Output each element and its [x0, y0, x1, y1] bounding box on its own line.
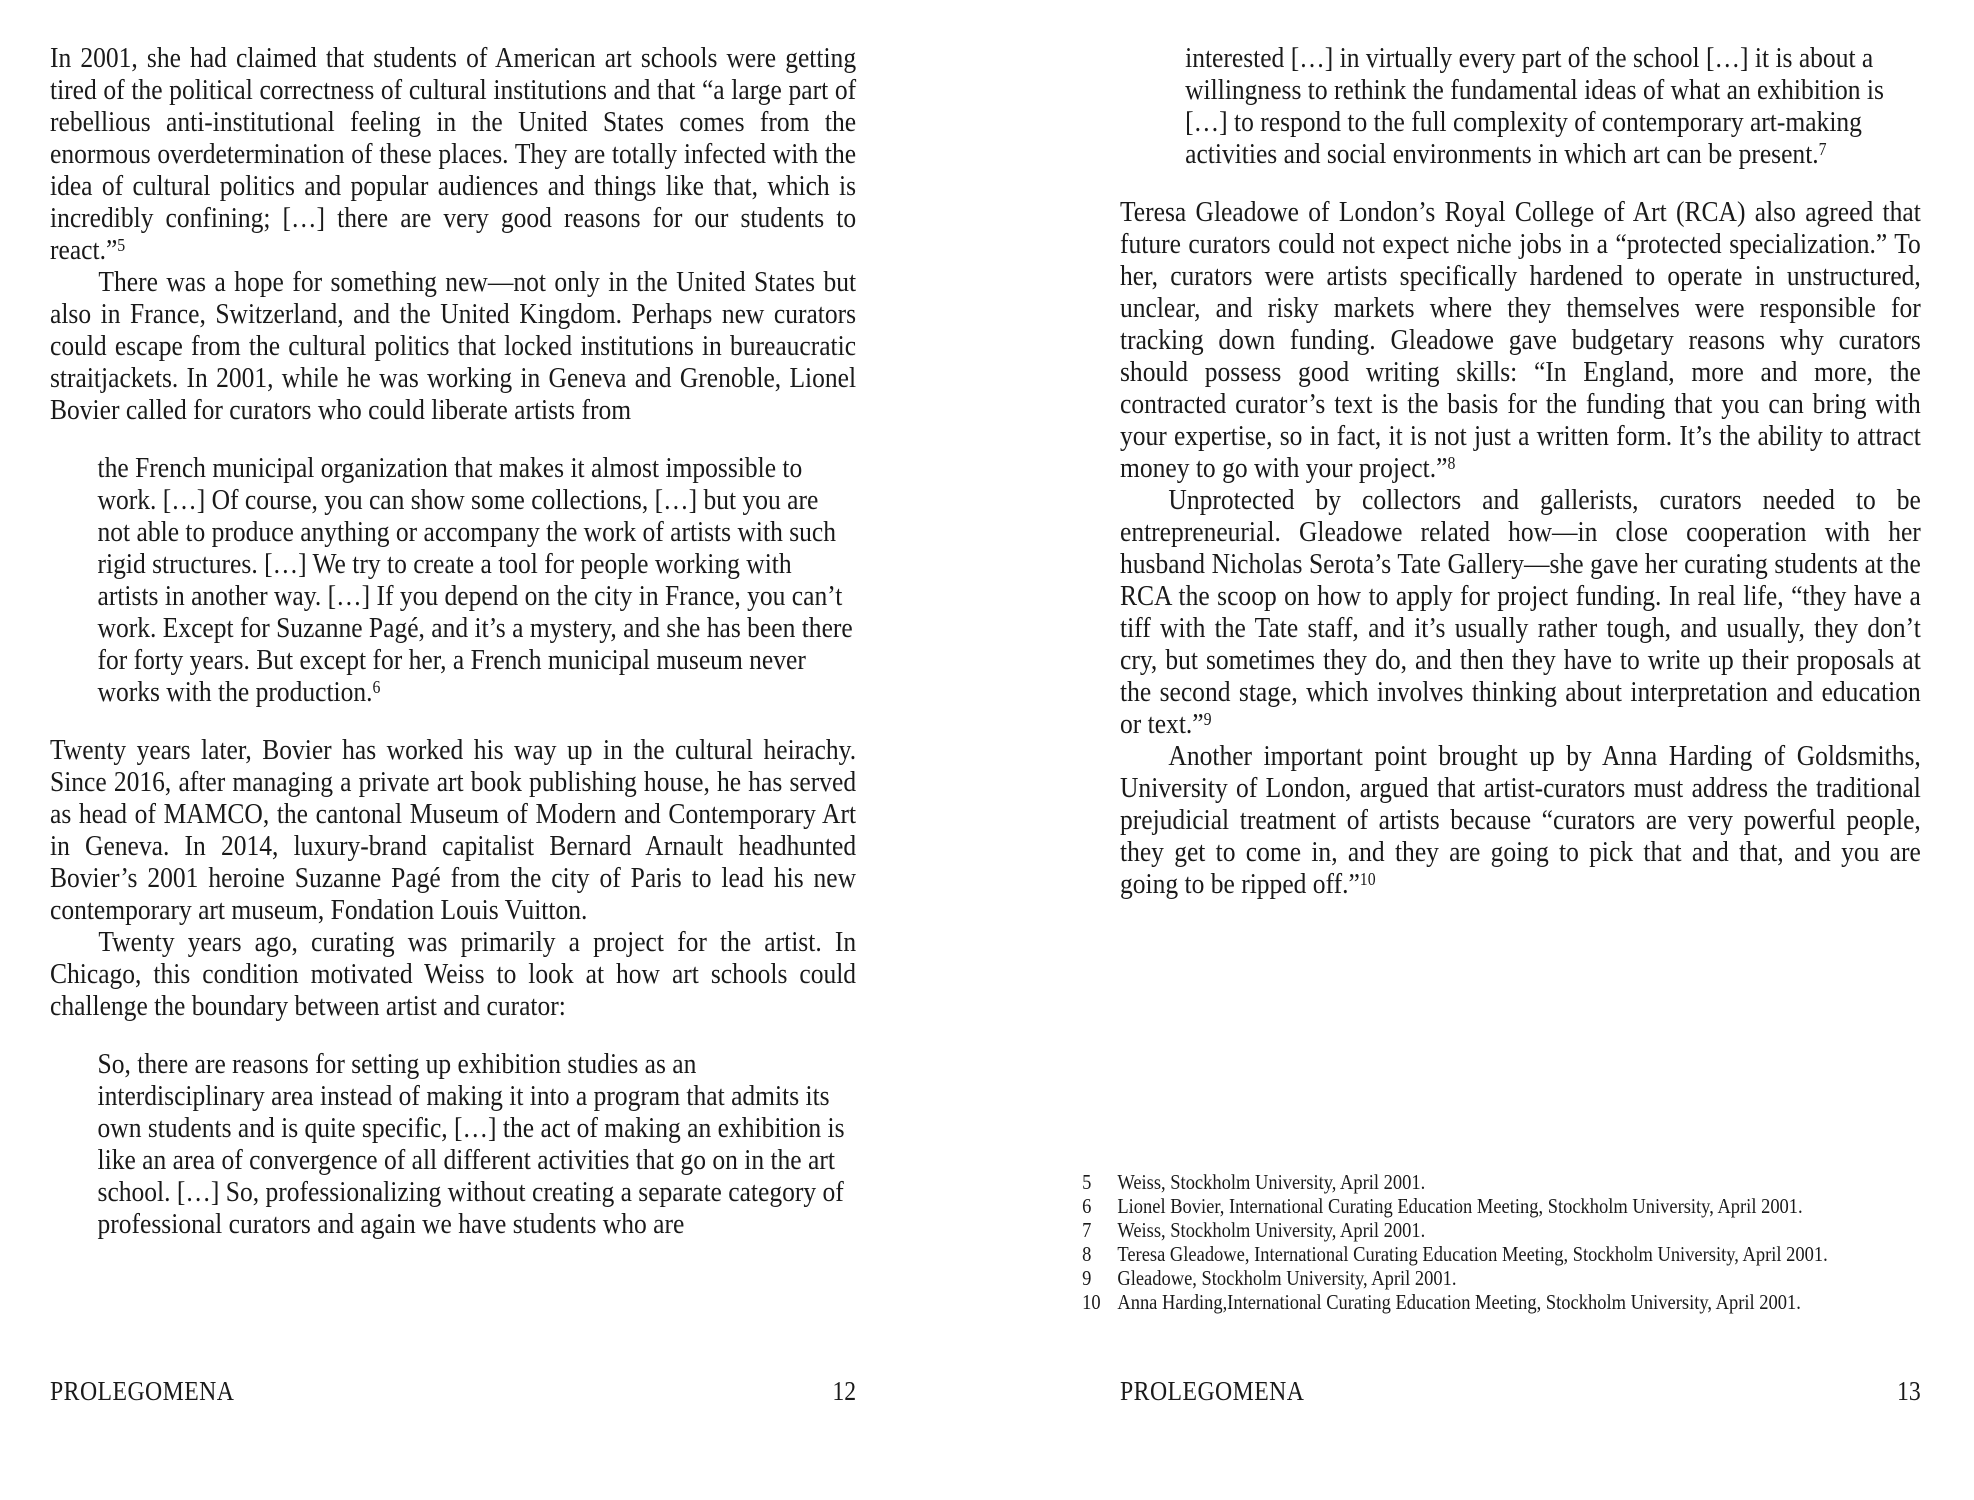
paragraph-teresa-gleadowe	[1120, 196, 1921, 484]
running-title: PROLEGOMENA	[1120, 1376, 1305, 1406]
paragraph-text: Another important point brought up by Anna Harding of Goldsmiths, University of London, argued that artist-curators must address the traditional prejudicial treatment of artists because “curators are very powerful people, they get to come in, and they are going to pick that and that, and you are going to be ripped off.”	[1120, 740, 1921, 900]
page-12-text-block	[50, 42, 856, 1266]
page-13	[1082, 0, 1925, 1500]
paragraph-unprotected-entrepreneurial	[1120, 484, 1921, 740]
paragraph-twenty-years-ago	[50, 926, 856, 1022]
footnote-ref-9: 9	[1203, 708, 1212, 729]
page-12	[50, 0, 860, 1500]
footnote-ref-10: 10	[1359, 868, 1376, 889]
running-title: PROLEGOMENA	[50, 1376, 235, 1406]
footnote-number: 10	[1082, 1290, 1101, 1314]
paragraph-text: In 2001, she had claimed that students of American art schools were getting tired of the political correctness of cultural institutions and that “a large part of rebellious anti-institutional feeling in the United States comes from the enormous overdetermination of these places. They are totally infected with the idea of cultural politics and popular audiences and things like that, which is incredibly confining; […] there are very good reasons for our students to react.”	[50, 42, 857, 266]
blockquote-weiss-exhibition-studies	[98, 1048, 857, 1240]
page-number: 13	[1897, 1376, 1921, 1406]
blockquote-text: So, there are reasons for setting up exhibition studies as an interdisciplinary area instead of making it into a program that admits its own students and is quite specific, […] the act of making an exhibition is like an area of convergence of all different activities that go on in the art school. […] So, professionalizing without creating a separate category of professional curators and again we have students who are	[97, 1048, 845, 1240]
footnotes-section	[1082, 1170, 1921, 1314]
blockquote-text: the French municipal organization that makes it almost impossible to work. […] Of course, you can show some collections, […] but you are not able to produce anything or accompany the work of artists with such rigid structures. […] We try to create a tool for people working with artists in another way. […] If you depend on the city in France, you can’t work. Except for Suzanne Pagé, and it’s a mystery, and she has been there for forty years. But except for her, a French municipal museum never works with the production.	[97, 452, 853, 708]
footnote-ref-7: 7	[1818, 138, 1827, 159]
footnote-ref-6: 6	[372, 676, 381, 697]
paragraph-twenty-years-later	[50, 734, 856, 926]
paragraph-text: There was a hope for something new—not only in the United States but also in France, Switzerland, and the United Kingdom. Perhaps new curators could escape from the cultural politics that locked institutions in bureaucratic straitjackets. In 2001, while he was working in Geneva and Grenoble, Lionel Bovier called for curators who could liberate artists from	[50, 266, 857, 426]
page-12-footer	[50, 1376, 856, 1407]
footnote-item-6	[1082, 1194, 1921, 1218]
blockquote-text: interested […] in virtually every part of the school […] it is about a willingness to rethink the fundamental ideas of what an exhibition is […] to respond to the full complexity of contemporary art-making activities and social environments in which art can be present.	[1185, 42, 1884, 170]
page-13-footer	[1120, 1376, 1921, 1407]
paragraph-text: Teresa Gleadowe of London’s Royal College of Art (RCA) also agreed that future curators could not expect niche jobs in a “protected specialization.” To her, curators were artists specifically hardened to operate in unstructured, unclear, and risky markets where they themselves were responsible for tracking down funding. Gleadowe gave budgetary reasons why curators should possess good writing skills: “In England, more and more, the contracted curator’s text is the basis for the funding that you can bring with your expertise, so in fact, it is not just a written form. It’s the ability to attract money to go with your project.”	[1120, 196, 1921, 484]
page-number: 12	[832, 1376, 857, 1406]
footnote-ref-8: 8	[1447, 452, 1456, 473]
footnote-text: Weiss, Stockholm University, April 2001.	[1117, 1170, 1426, 1194]
footnote-text: Teresa Gleadowe, International Curating Education Meeting, Stockholm University, April 2001.	[1117, 1242, 1828, 1266]
blockquote-bovier-french-municipal	[98, 452, 857, 708]
footnote-ref-5: 5	[117, 234, 126, 255]
footnote-number: 8	[1082, 1242, 1092, 1266]
paragraph-hope-for-something-new	[50, 266, 856, 426]
page-13-text-block	[1082, 42, 1921, 1314]
footnote-item-8	[1082, 1242, 1921, 1266]
footnote-number: 9	[1082, 1266, 1092, 1290]
footnote-text: Gleadowe, Stockholm University, April 2001.	[1117, 1266, 1457, 1290]
footnote-item-10	[1082, 1290, 1921, 1314]
paragraph-anna-harding	[1120, 740, 1921, 900]
footnote-text: Lionel Bovier, International Curating Education Meeting, Stockholm University, April 2001.	[1117, 1194, 1803, 1218]
footnote-item-7	[1082, 1218, 1921, 1242]
paragraph-text: Twenty years later, Bovier has worked his way up in the cultural heirachy. Since 2016, after managing a private art book publishing house, he has served as head of MAMCO, the cantonal Museum of Modern and Contemporary Art in Geneva. In 2014, luxury-brand capitalist Bernard Arnault headhunted Bovier’s 2001 heroine Suzanne Pagé from the city of Paris to lead his new contemporary art museum, Fondation Louis Vuitton.	[50, 734, 857, 926]
footnote-item-5	[1082, 1170, 1921, 1194]
footnote-number: 6	[1082, 1194, 1092, 1218]
paragraph-text: Unprotected by collectors and gallerists, curators needed to be entrepreneurial. Gleadowe related how—in close cooperation with her husband Nicholas Serota’s Tate Gallery—she gave her curating students at the RCA the scoop on how to apply for project funding. In real life, “they have a tiff with the Tate staff, and it’s usually rather tough, and usually, they don’t cry, but sometimes they do, and then they have to write up their proposals at the second stage, which involves thinking about interpretation and education or text.”	[1120, 484, 1921, 740]
paragraph-text: Twenty years ago, curating was primarily a project for the artist. In Chicago, this condition motivated Weiss to look at how art schools could challenge the boundary between artist and curator:	[50, 926, 857, 1022]
footnote-text: Weiss, Stockholm University, April 2001.	[1117, 1218, 1426, 1242]
paragraph-american-art-schools	[50, 42, 856, 266]
blockquote-weiss-continued	[1185, 42, 1921, 170]
footnote-number: 7	[1082, 1218, 1092, 1242]
footnote-text: Anna Harding,International Curating Education Meeting, Stockholm University, April 2001.	[1117, 1290, 1801, 1314]
footnote-number: 5	[1082, 1170, 1092, 1194]
footnote-item-9	[1082, 1266, 1921, 1290]
